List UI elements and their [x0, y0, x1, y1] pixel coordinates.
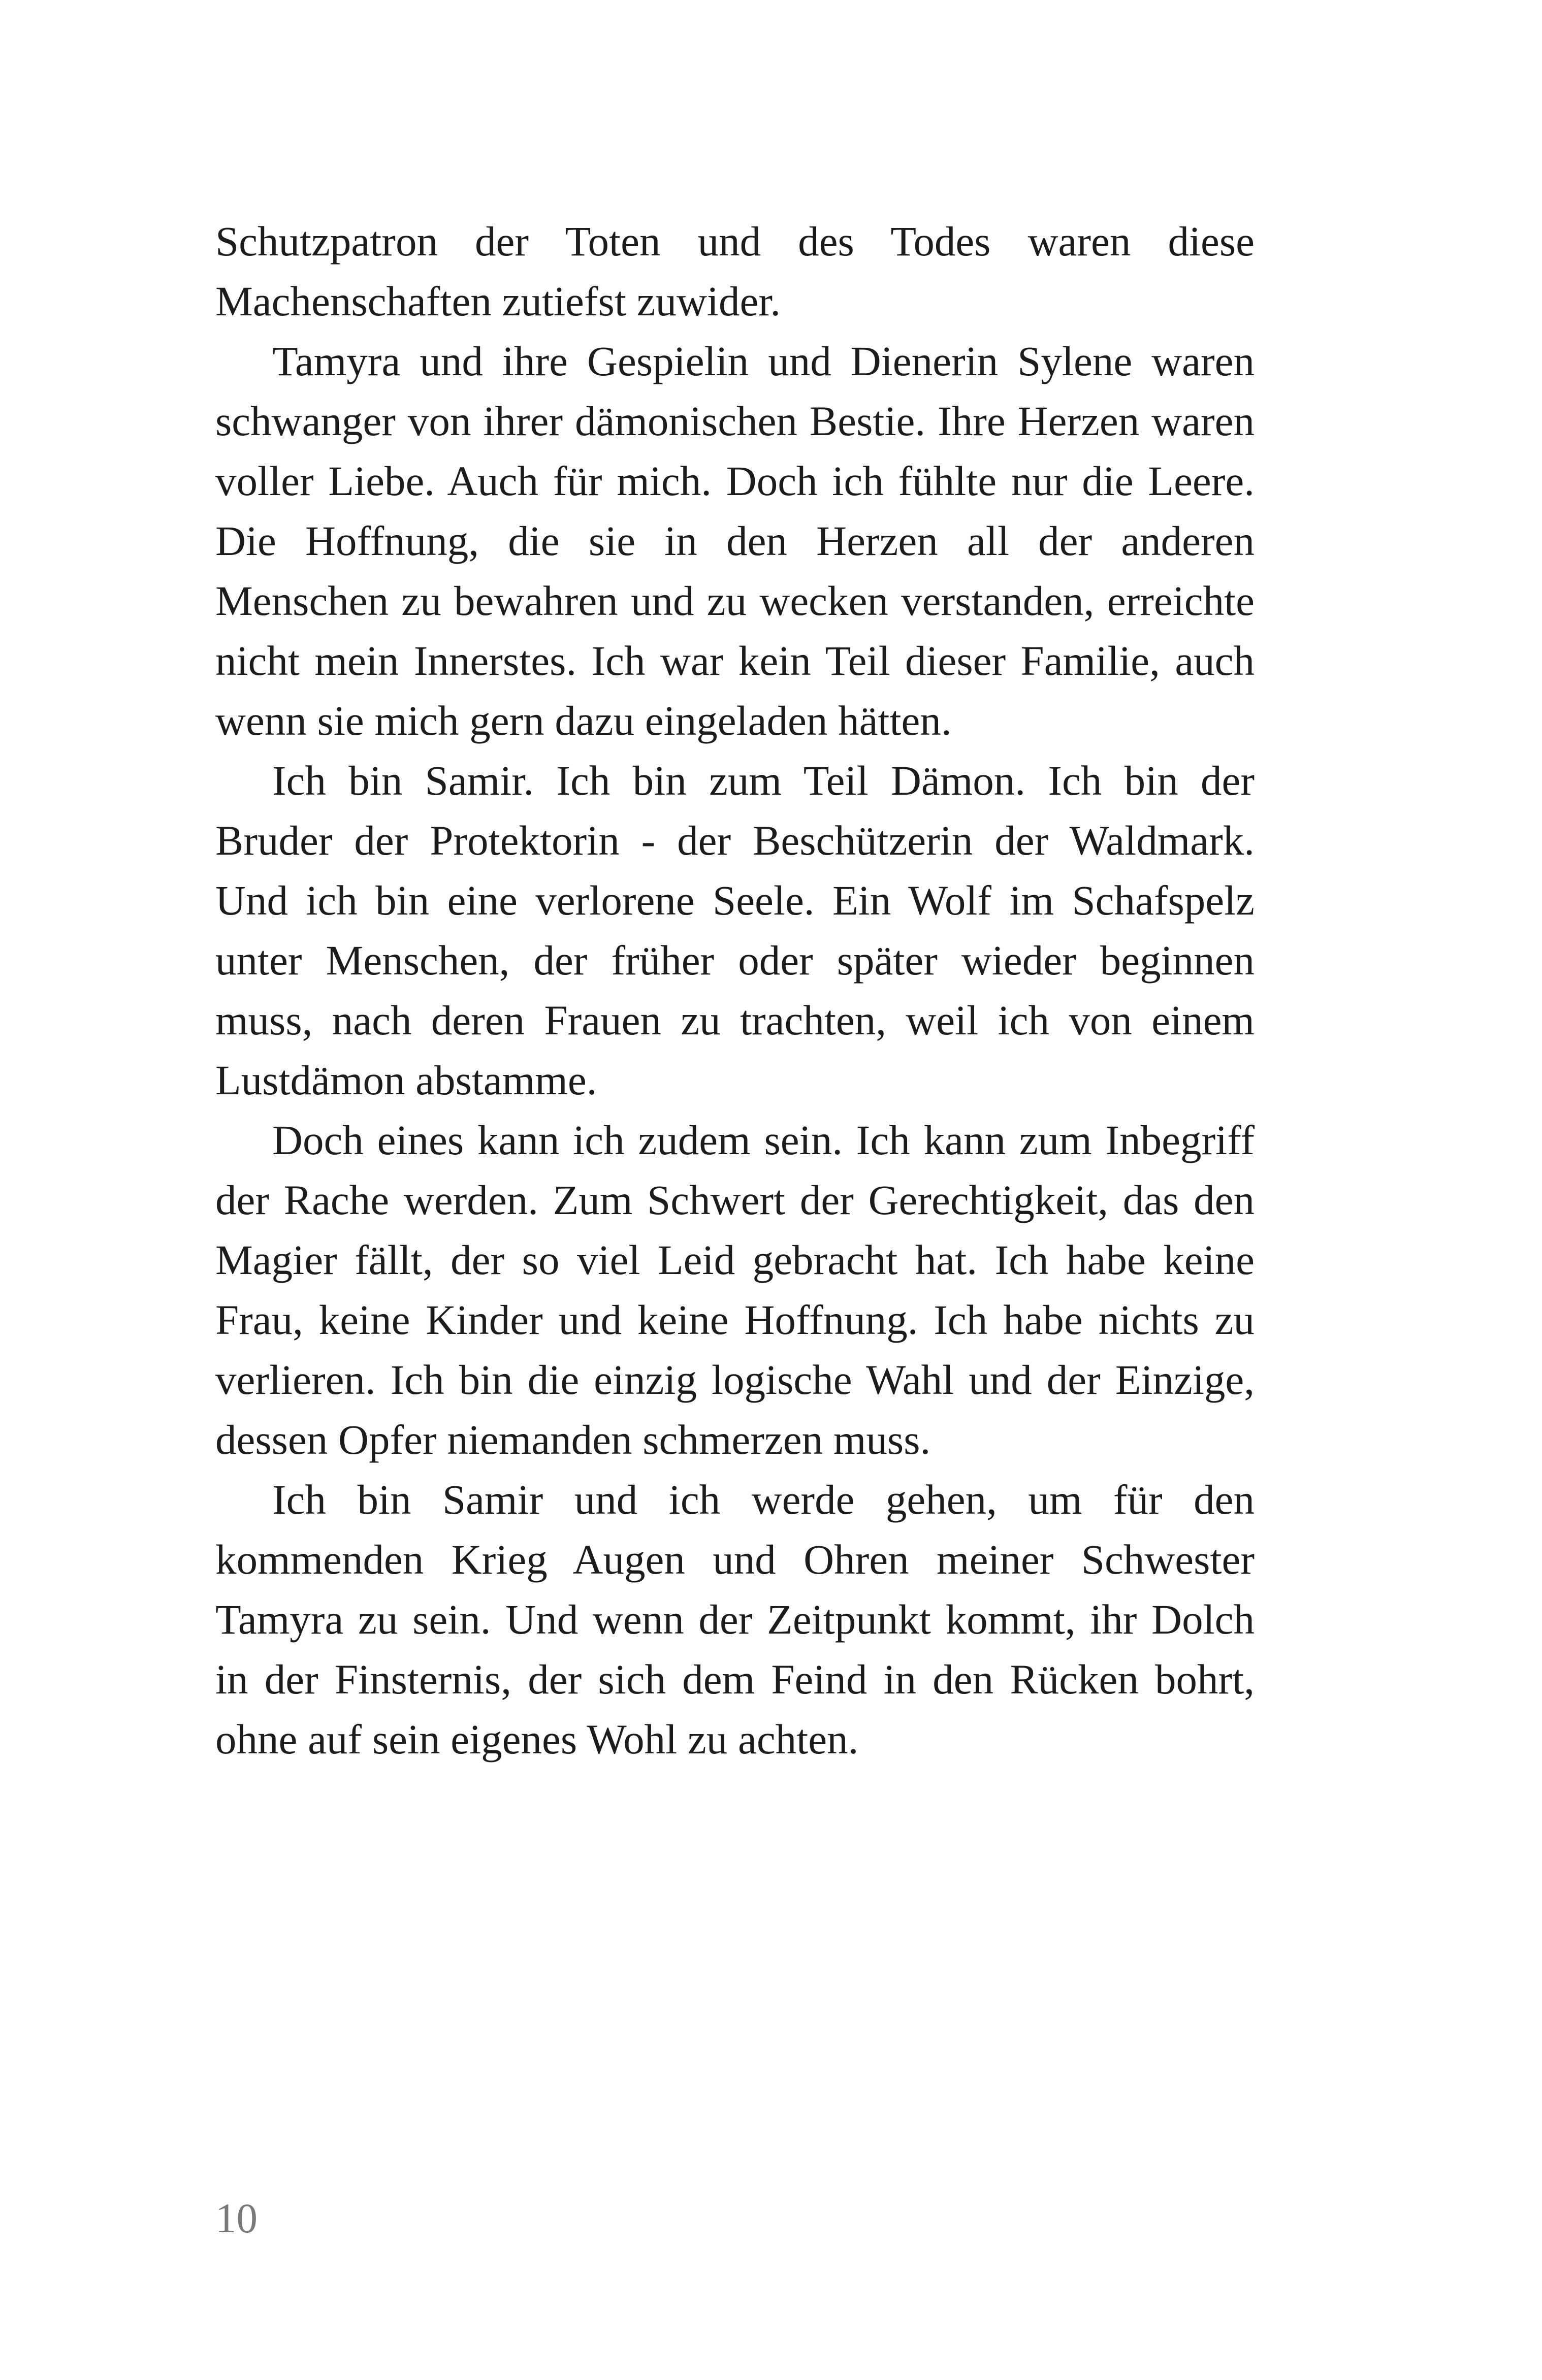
body-text [215, 211, 1255, 1769]
paragraph-2: Tamyra und ihre Gespielin und Dienerin Sylene waren schwanger von ihrer dämonischen Bestie. Ihre Herzen waren voller Liebe. Auch für mich. Doch ich fühlte nur die Leere. Die Hoffnung, die sie in den Herzen all der anderen Menschen zu bewahren und zu wecken verstanden, erreichte nicht mein Innerstes. Ich war kein Teil dieser Familie, auch wenn sie mich gern dazu eingeladen hätten. [215, 338, 1255, 744]
paragraph-4: Doch eines kann ich zudem sein. Ich kann zum Inbegriff der Rache werden. Zum Schwert der Gerechtigkeit, das den Magier fällt, der so viel Leid gebracht hat. Ich habe keine Frau, keine Kinder und keine Hoffnung. Ich habe nichts zu verlieren. Ich bin die einzig logische Wahl und der Einzige, dessen Opfer niemanden schmerzen muss. [215, 1117, 1255, 1463]
paragraph-1: Schutzpatron der Toten und des Todes waren diese Machenschaften zutiefst zuwider. [215, 218, 1255, 324]
page-number: 10 [215, 2195, 258, 2241]
paragraph-5: Ich bin Samir und ich werde gehen, um für den kommenden Krieg Augen und Ohren meiner Schwester Tamyra zu sein. Und wenn der Zeitpunkt kommt, ihr Dolch in der Finsternis, der sich dem Feind in den Rücken bohrt, ohne auf sein eigenes Wohl zu achten. [215, 1476, 1255, 1763]
paragraph-3: Ich bin Samir. Ich bin zum Teil Dämon. Ich bin der Bruder der Protektorin - der Beschützerin der Waldmark. Und ich bin eine verlorene Seele. Ein Wolf im Schafspelz unter Menschen, der früher oder später wieder beginnen muss, nach deren Frauen zu trachten, weil ich von einem Lustdämon abstamme. [215, 757, 1255, 1103]
